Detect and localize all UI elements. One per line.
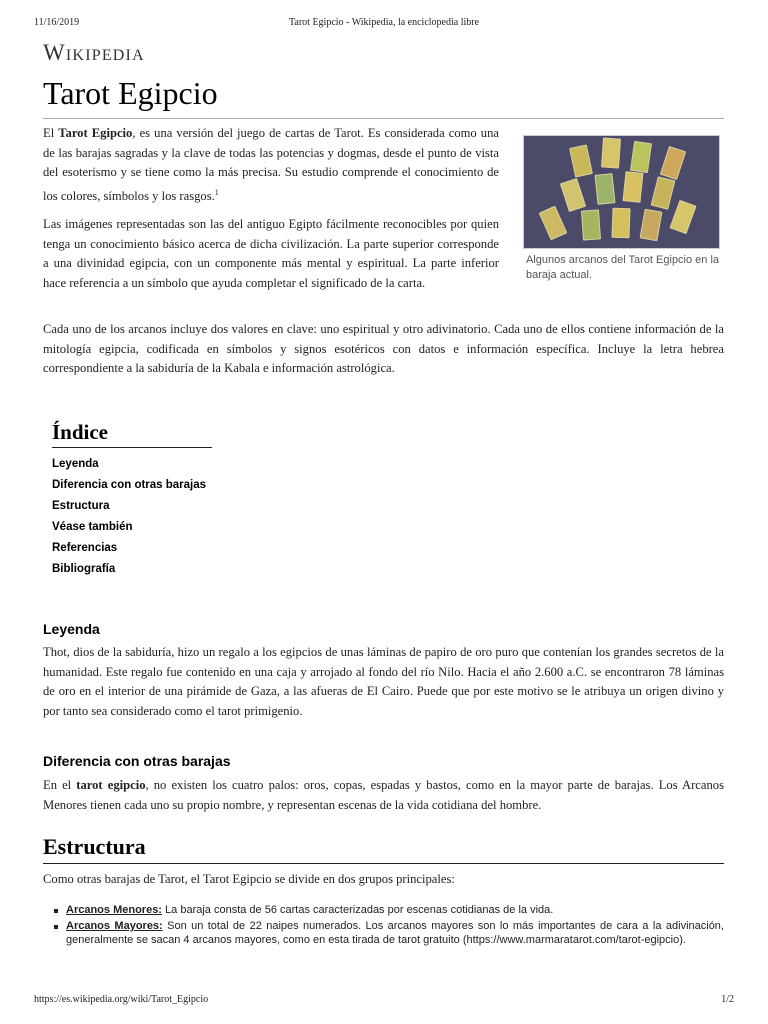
tarot-card <box>651 176 676 209</box>
intro-paragraph-1 <box>43 124 499 206</box>
intro-paragraph-2: Las imágenes representadas son las del antiguo Egipto fácilmente reconocibles por quien tenga un conocimiento básico acerca de dicha civilización. La parte superior corresponde a una divinidad egipcia, con un componente más mental y espiritual. La parte inferior hace referencia a un símbolo que ayuda completar el significado de la carta. <box>43 217 499 290</box>
section-heading-diferencia: Diferencia con otras barajas <box>43 753 231 769</box>
arcanos-mayores-text: Son un total de 22 naipes numerados. Los arcanos mayores son lo más importantes de cara a la adivinación, generalmente se sacan 4 arcanos mayores, como en esta tirada de tarot gratuito (https://www.marmaratarot.com/tarot-egipcio). <box>66 920 724 946</box>
toc-list <box>52 454 212 580</box>
estructura-paragraph: Como otras barajas de Tarot, el Tarot Egipcio se divide en dos grupos principales: <box>43 872 455 886</box>
list-item-arcanos-mayores <box>48 919 724 947</box>
print-date: 11/16/2019 <box>34 17 80 28</box>
tarot-card <box>594 173 615 205</box>
table-of-contents <box>52 420 212 580</box>
tarot-card <box>660 146 686 180</box>
intro-section <box>43 124 499 302</box>
intro-text-rest: , es una versión del juego de cartas de Tarot. Es considerada como una de las barajas sagradas y la clave de todas las potencias y dogmas, desde el punto de vista del esoterismo y se tiene como la más precisa. Su estudio comprende el conocimiento de los colores, símbolos y los rasgos. <box>43 126 499 203</box>
tarot-card <box>640 209 663 242</box>
toc-item-diferencia[interactable]: Diferencia con otras barajas <box>52 479 207 491</box>
figure <box>523 135 720 283</box>
arcanos-menores-term: Arcanos Menores: <box>66 904 162 916</box>
page-title: Tarot Egipcio <box>43 75 724 119</box>
tarot-card <box>539 206 568 241</box>
print-page-number: 1/2 <box>721 994 734 1005</box>
toc-title: Índice <box>52 420 212 448</box>
diferencia-text-start: En el <box>43 778 77 792</box>
reference-link[interactable]: 1 <box>214 187 219 197</box>
wikipedia-logo[interactable]: Wikipedia <box>43 40 145 65</box>
list-item-arcanos-menores <box>48 903 724 917</box>
arcanos-mayores-term: Arcanos Mayores: <box>66 920 163 932</box>
toc-item-leyenda[interactable]: Leyenda <box>52 458 99 470</box>
diferencia-paragraph <box>43 776 724 815</box>
tarot-card <box>601 137 621 168</box>
leyenda-paragraph: Thot, dios de la sabiduría, hizo un regalo a los egipcios de unas láminas de papiro de oro puro que contenían los grandes secretos de la humanidad. Este regalo fue contenido en una caja y arrojado al fondo del río Nilo. Hacia el año 2.600 a.C. se encontraron 78 láminas de oro en el interior de una pirámide de Gaza, a las afueras de El Cairo. Puede que por este motivo se le atribuya un origen divino y por tanto sea considerado como el tarot primigenio. <box>43 645 724 718</box>
print-document-title: Tarot Egipcio - Wikipedia, la enciclopedia libre <box>288 17 480 28</box>
tarot-cards-photo[interactable] <box>523 135 720 249</box>
tarot-card <box>630 141 652 173</box>
estructura-list <box>48 903 724 949</box>
print-url[interactable]: https://es.wikipedia.org/wiki/Tarot_Egipcio <box>34 994 209 1005</box>
tarot-card <box>581 209 601 240</box>
arcanos-menores-text: La baraja consta de 56 cartas caracterizadas por escenas cotidianas de la vida. <box>161 904 554 916</box>
intro-text-start: El <box>43 126 59 140</box>
print-header <box>34 17 734 31</box>
arcanos-paragraph: Cada uno de los arcanos incluye dos valores en clave: uno espiritual y otro adivinatorio. Cada uno de ellos contiene información de la mitología egipcia, codificada en símbolos y signos esotéricos con datos e información específica. Incluye la letra hebrea correspondiente a la sabiduría de la Kabala e información astrológica. <box>43 322 724 375</box>
tarot-card <box>622 171 643 203</box>
tarot-card <box>569 144 593 177</box>
toc-item-bibliografia[interactable]: Bibliografía <box>52 563 116 575</box>
article-subject-bold: Tarot Egipcio <box>58 126 133 140</box>
print-footer <box>34 994 734 1008</box>
section-heading-leyenda: Leyenda <box>43 621 100 637</box>
toc-item-estructura[interactable]: Estructura <box>52 500 110 512</box>
tarot-card <box>560 178 586 212</box>
toc-item-referencias[interactable]: Referencias <box>52 542 118 554</box>
diferencia-text-rest: , no existen los cuatro palos: oros, copas, espadas y bastos, como en la mayor parte de barajas. Los Arcanos Menores tienen cada uno su propio nombre, y representan escenas de la vida cotidiana del hombre. <box>43 778 724 812</box>
figure-caption: Algunos arcanos del Tarot Egipcio en la baraja actual. <box>526 254 720 281</box>
diferencia-bold-term: tarot egipcio <box>76 778 146 792</box>
tarot-card <box>669 200 696 234</box>
tarot-card <box>611 208 630 239</box>
section-heading-estructura: Estructura <box>43 834 724 864</box>
toc-item-vease-tambien[interactable]: Véase también <box>52 521 133 533</box>
